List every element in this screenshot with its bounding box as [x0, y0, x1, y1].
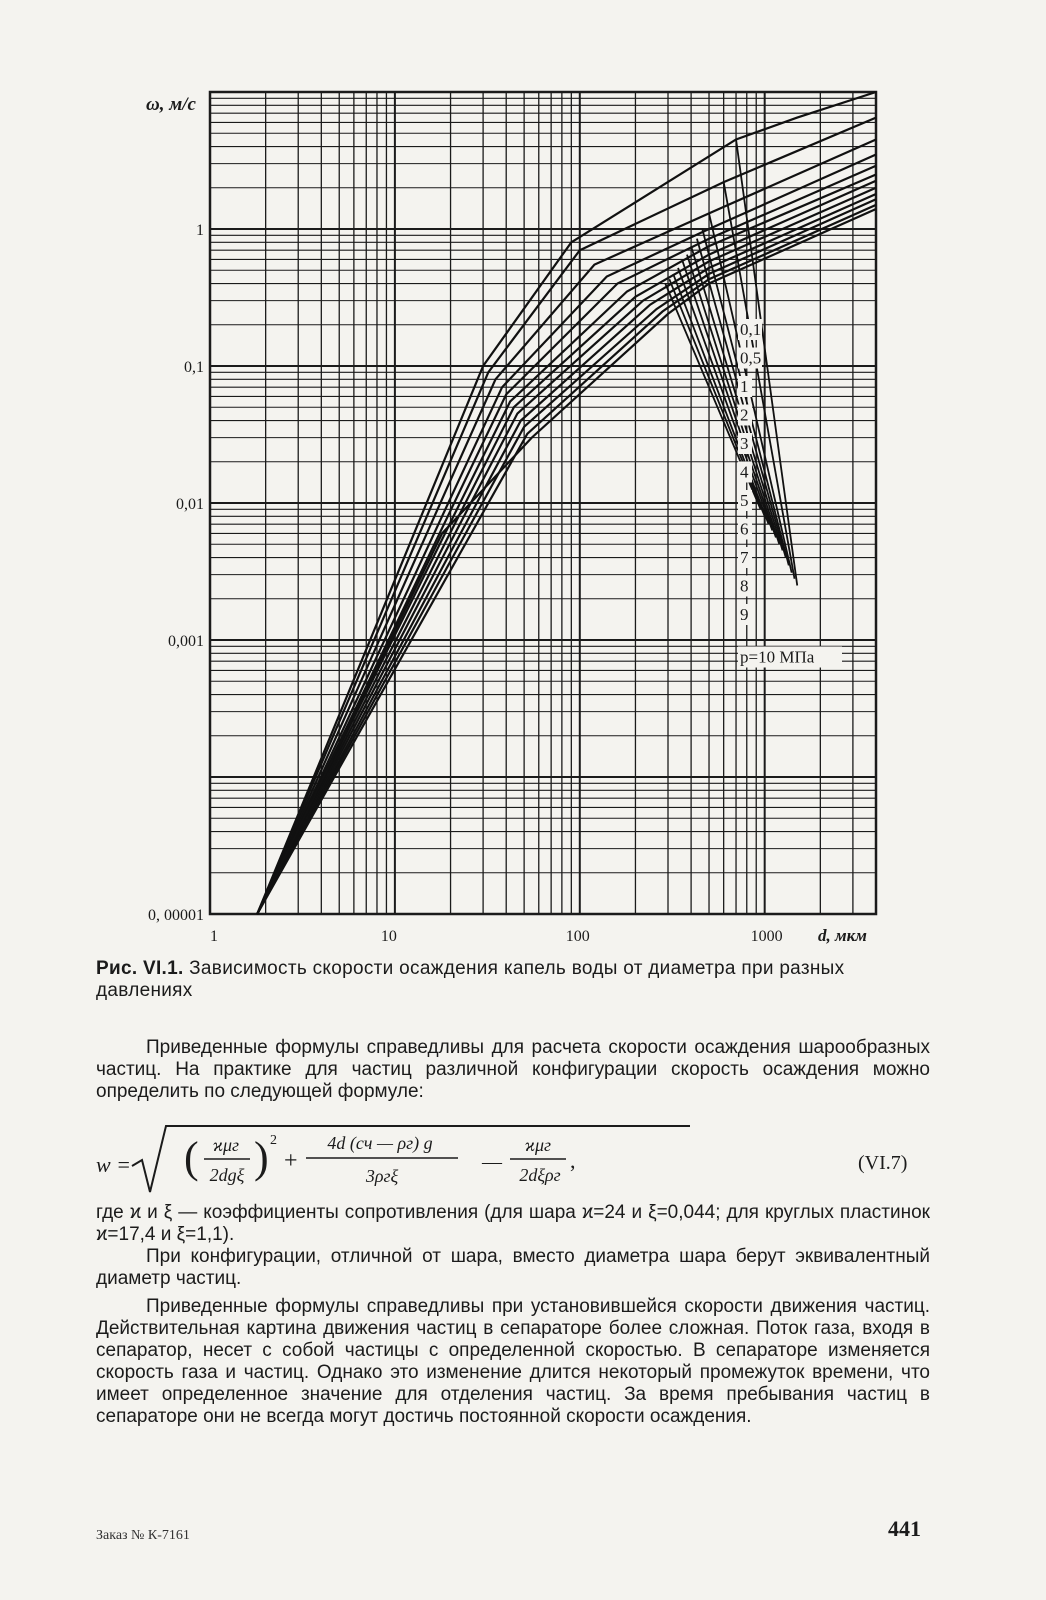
paragraph-3: При конфигурации, отличной от шара, вместо диаметра шара берут эквивалентный диаметр частиц. — [96, 1246, 930, 1289]
pressure-label: 8 — [740, 576, 749, 596]
series-line — [257, 209, 876, 914]
equation-plus: + — [284, 1148, 298, 1174]
y-tick-label: 0,001 — [168, 633, 204, 650]
print-order-number: Заказ № К-7161 — [96, 1528, 190, 1543]
pressure-label: 9 — [740, 605, 749, 624]
pressure-label: 7 — [740, 548, 749, 567]
equation-body — [130, 1122, 810, 1202]
x-tick-label: 1 — [210, 928, 218, 945]
x-tick-label: 100 — [565, 928, 590, 945]
pressure-label: 0,1 — [740, 320, 762, 339]
pressure-label: 3 — [740, 434, 749, 453]
pressure-label: 1 — [740, 377, 749, 396]
y-tick-label: 0,01 — [176, 496, 204, 513]
paragraph-2: где ϰ и ξ — коэффициенты сопротивления (для шара ϰ=24 и ξ=0,044; для круглых пластинок ϰ=17,4 и ξ=1,1). — [96, 1202, 930, 1245]
equation-lhs: w = — [96, 1152, 132, 1177]
series-line — [257, 194, 876, 914]
pressure-label: р=10 МПа — [740, 647, 815, 667]
pressure-label: 4 — [740, 462, 749, 482]
term2-num: 4d (cч — ρг) g — [327, 1133, 433, 1153]
paragraph-1: Приведенные формулы справедливы для расчета скорости осаждения шарообразных частиц. На практике для частиц различной конфигурации скорость осаждения можно определить по следующей формуле: — [96, 1037, 930, 1102]
equation-label: (VI.7) — [858, 1152, 908, 1174]
term1-den: 2dgξ — [209, 1165, 245, 1185]
term1-exponent: 2 — [270, 1133, 277, 1148]
boundary-line — [691, 246, 782, 550]
y-axis-label: ω, м/с — [146, 94, 196, 115]
equation-comma: , — [570, 1148, 576, 1173]
chart-tick-labels — [148, 222, 783, 945]
boundary-line — [673, 274, 768, 524]
figure-caption-text: Зависимость скорости осаждения капель воды от диаметра при разных давлениях — [96, 958, 845, 1001]
x-axis-label: d, мкм — [818, 926, 867, 945]
page-number: 441 — [888, 1516, 921, 1541]
term2-den: 3ρгξ — [365, 1166, 399, 1186]
series-line — [257, 199, 876, 914]
pressure-label: 5 — [740, 491, 749, 510]
figure-caption — [96, 958, 928, 1002]
pressure-label: 0,5 — [740, 348, 762, 368]
chart-boundary-lines — [665, 140, 797, 586]
pressure-label: 6 — [740, 519, 749, 539]
boundary-line — [702, 229, 788, 565]
x-tick-label: 10 — [380, 928, 397, 945]
y-tick-label: 1 — [196, 222, 204, 239]
y-tick-label: 0, 00001 — [148, 907, 204, 924]
term1-num: ϰμг — [212, 1135, 240, 1155]
paragraph-4: Приведенные формулы справедливы при установившейся скорости движения частиц. Действительная картина движения частиц в сепараторе более сложная. Поток газа, входя в сепаратор, несет с собой частицы с определенной скоростью. В сепараторе изменяется скорость газа и частиц. Однако это изменение длится некоторый промежуток времени, что имеет определенное значение для отделения частиц. За время пребывания частиц в сепараторе они не всегда могут достичь постоянной скорости осаждения. — [96, 1296, 930, 1427]
equation-minus: — — [482, 1151, 502, 1173]
x-tick-label: 1000 — [750, 928, 783, 945]
figure-number: Рис. VI.1. — [96, 958, 184, 979]
svg-text:): ) — [254, 1133, 269, 1182]
term3-num: ϰμг — [524, 1135, 552, 1155]
svg-text:(: ( — [184, 1133, 199, 1182]
term3-den: 2dξρг — [519, 1165, 561, 1185]
series-line — [257, 166, 876, 914]
y-tick-label: 0,1 — [184, 359, 204, 376]
pressure-label: 2 — [740, 405, 749, 425]
